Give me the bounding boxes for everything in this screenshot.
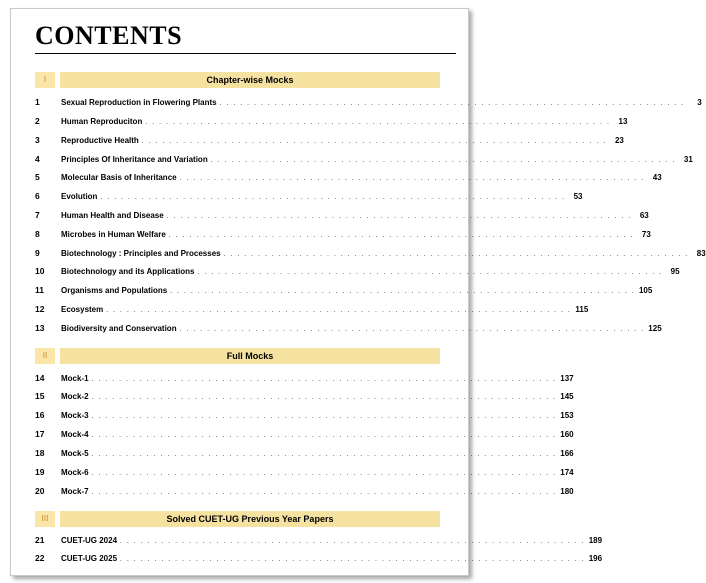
section-title: Full Mocks xyxy=(60,348,440,364)
entry-title: Principles Of Inheritance and Variation xyxy=(61,155,208,164)
entry-title: Biotechnology and its Applications xyxy=(61,267,195,276)
entry-page-number: 160 xyxy=(560,430,574,439)
entry-page-number: 53 xyxy=(573,192,583,201)
entry-title: Reproductive Health xyxy=(61,136,139,145)
entry-number: 5 xyxy=(35,172,40,182)
section-number: III xyxy=(35,511,55,527)
entry-title: Human Health and Disease xyxy=(61,211,164,220)
toc-entry[interactable] xyxy=(35,265,680,277)
dot-leader: . . . . . . . . . . . . . . . . . . . . . . . . . . . . . . . . . . . . . . . . . . . . . . . . . . . . . . . . . . . . . . . . . . . . xyxy=(223,251,689,258)
title-divider xyxy=(35,53,456,54)
toc-entry[interactable] xyxy=(35,96,702,108)
entry-page-number: 189 xyxy=(588,536,603,545)
entry-title: Ecosystem xyxy=(61,305,104,314)
entry-page-number: 31 xyxy=(683,155,693,164)
dot-leader: . . . . . . . . . . . . . . . . . . . . . . . . . . . . . . . . . . . . . . . . . . . . . . . . . . . . . . . . . . . . . . . . . . . . xyxy=(168,232,634,239)
entry-number: 2 xyxy=(35,116,40,126)
entry-page-number: 153 xyxy=(560,411,574,420)
entry-page-number: 3 xyxy=(697,98,702,107)
dot-leader: . . . . . . . . . . . . . . . . . . . . . . . . . . . . . . . . . . . . . . . . . . . . . . . . . . . . . . . . . . . . . . . . . . . . xyxy=(91,376,557,383)
entry-title: Mock-6 xyxy=(61,468,89,477)
entry-title: CUET-UG 2024 xyxy=(61,536,118,545)
entry-page-number: 137 xyxy=(560,374,574,383)
dot-leader: . . . . . . . . . . . . . . . . . . . . . . . . . . . . . . . . . . . . . . . . . . . . . . . . . . . . . . . . . . . . . . . . . . . . xyxy=(145,119,611,126)
entry-number: 18 xyxy=(35,448,45,458)
toc-entry[interactable] xyxy=(35,153,693,165)
entry-title: Sexual Reproduction in Flowering Plants xyxy=(61,98,217,107)
entry-title: Mock-7 xyxy=(61,487,89,496)
dot-leader: . . . . . . . . . . . . . . . . . . . . . . . . . . . . . . . . . . . . . . . . . . . . . . . . . . . . . . . . . . . . . . . . . . . . xyxy=(170,288,636,295)
toc-entry[interactable] xyxy=(35,171,662,183)
toc-entry[interactable] xyxy=(35,390,574,402)
entry-page-number: 73 xyxy=(641,230,651,239)
dot-leader: . . . . . . . . . . . . . . . . . . . . . . . . . . . . . . . . . . . . . . . . . . . . . . . . . . . . . . . . . . . . . . . . . . . . xyxy=(120,556,586,563)
entry-number: 20 xyxy=(35,486,45,496)
entry-title: Evolution xyxy=(61,192,98,201)
entry-page-number: 95 xyxy=(670,267,680,276)
entry-page-number: 196 xyxy=(588,554,603,563)
section-header-1 xyxy=(35,72,440,88)
entry-title: Organisms and Populations xyxy=(61,286,168,295)
entry-page-number: 145 xyxy=(560,392,574,401)
toc-entry[interactable] xyxy=(35,372,574,384)
entry-title: Biotechnology : Principles and Processes xyxy=(61,249,221,258)
dot-leader: . . . . . . . . . . . . . . . . . . . . . . . . . . . . . . . . . . . . . . . . . . . . . . . . . . . . . . . . . . . . . . . . . . . . xyxy=(179,175,645,182)
dot-leader: . . . . . . . . . . . . . . . . . . . . . . . . . . . . . . . . . . . . . . . . . . . . . . . . . . . . . . . . . . . . . . . . . . . . xyxy=(120,538,586,545)
entry-title: CUET-UG 2025 xyxy=(61,554,118,563)
entry-page-number: 115 xyxy=(575,305,589,314)
toc-entry[interactable] xyxy=(35,485,574,497)
dot-leader: . . . . . . . . . . . . . . . . . . . . . . . . . . . . . . . . . . . . . . . . . . . . . . . . . . . . . . . . . . . . . . . . . . . . xyxy=(197,269,663,276)
section-title: Chapter-wise Mocks xyxy=(60,72,440,88)
entry-number: 19 xyxy=(35,467,45,477)
toc-entry[interactable] xyxy=(35,228,651,240)
entry-number: 22 xyxy=(35,553,45,563)
entry-number: 17 xyxy=(35,429,45,439)
entry-title: Mock-2 xyxy=(61,392,89,401)
entry-title: Microbes in Human Welfare xyxy=(61,230,166,239)
dot-leader: . . . . . . . . . . . . . . . . . . . . . . . . . . . . . . . . . . . . . . . . . . . . . . . . . . . . . . . . . . . . . . . . . . . . xyxy=(166,213,632,220)
dot-leader: . . . . . . . . . . . . . . . . . . . . . . . . . . . . . . . . . . . . . . . . . . . . . . . . . . . . . . . . . . . . . . . . . . . . xyxy=(91,394,557,401)
entry-number: 13 xyxy=(35,323,45,333)
entry-page-number: 166 xyxy=(560,449,574,458)
entry-page-number: 23 xyxy=(614,136,624,145)
toc-entry[interactable] xyxy=(35,552,603,564)
contents-page xyxy=(10,8,706,576)
entry-page-number: 105 xyxy=(638,286,653,295)
entry-page-number: 13 xyxy=(618,117,628,126)
entry-page-number: 43 xyxy=(652,173,662,182)
toc-entry[interactable] xyxy=(35,115,628,127)
toc-entry[interactable] xyxy=(35,209,649,221)
entry-title: Mock-1 xyxy=(61,374,89,383)
toc-entry[interactable] xyxy=(35,447,574,459)
dot-leader: . . . . . . . . . . . . . . . . . . . . . . . . . . . . . . . . . . . . . . . . . . . . . . . . . . . . . . . . . . . . . . . . . . . . xyxy=(179,326,645,333)
toc-entry[interactable] xyxy=(35,190,583,202)
dot-leader: . . . . . . . . . . . . . . . . . . . . . . . . . . . . . . . . . . . . . . . . . . . . . . . . . . . . . . . . . . . . . . . . . . . . xyxy=(91,432,557,439)
entry-number: 11 xyxy=(35,285,44,295)
entry-number: 1 xyxy=(35,97,40,107)
entry-number: 7 xyxy=(35,210,40,220)
section-number: II xyxy=(35,348,55,364)
toc-entry[interactable] xyxy=(35,322,662,334)
entry-number: 8 xyxy=(35,229,40,239)
entry-title: Biodiversity and Conservation xyxy=(61,324,177,333)
entry-number: 14 xyxy=(35,373,45,383)
section-header-3 xyxy=(35,511,440,527)
dot-leader: . . . . . . . . . . . . . . . . . . . . . . . . . . . . . . . . . . . . . . . . . . . . . . . . . . . . . . . . . . . . . . . . . . . . xyxy=(91,470,557,477)
entry-number: 6 xyxy=(35,191,40,201)
section-header-2 xyxy=(35,348,440,364)
dot-leader: . . . . . . . . . . . . . . . . . . . . . . . . . . . . . . . . . . . . . . . . . . . . . . . . . . . . . . . . . . . . . . . . . . . . xyxy=(219,100,685,107)
dot-leader: . . . . . . . . . . . . . . . . . . . . . . . . . . . . . . . . . . . . . . . . . . . . . . . . . . . . . . . . . . . . . . . . . . . . xyxy=(210,157,676,164)
dot-leader: . . . . . . . . . . . . . . . . . . . . . . . . . . . . . . . . . . . . . . . . . . . . . . . . . . . . . . . . . . . . . . . . . . . . xyxy=(91,413,557,420)
section-number: I xyxy=(35,72,55,88)
entry-number: 21 xyxy=(35,535,45,545)
entry-title: Mock-4 xyxy=(61,430,89,439)
entry-title: Mock-3 xyxy=(61,411,89,420)
entry-number: 9 xyxy=(35,248,40,258)
toc-entry[interactable] xyxy=(35,284,653,296)
entry-number: 15 xyxy=(35,391,45,401)
page-title: CONTENTS xyxy=(35,21,183,50)
section-title: Solved CUET-UG Previous Year Papers xyxy=(60,511,440,527)
entry-page-number: 125 xyxy=(648,324,662,333)
entry-number: 3 xyxy=(35,135,40,145)
dot-leader: . . . . . . . . . . . . . . . . . . . . . . . . . . . . . . . . . . . . . . . . . . . . . . . . . . . . . . . . . . . . . . . . . . . . xyxy=(141,138,607,145)
entry-page-number: 63 xyxy=(639,211,649,220)
toc-entry[interactable] xyxy=(35,134,624,146)
entry-number: 16 xyxy=(35,410,45,420)
entry-title: Mock-5 xyxy=(61,449,89,458)
dot-leader: . . . . . . . . . . . . . . . . . . . . . . . . . . . . . . . . . . . . . . . . . . . . . . . . . . . . . . . . . . . . . . . . . . . . xyxy=(91,451,557,458)
entry-page-number: 180 xyxy=(560,487,574,496)
toc-entry[interactable] xyxy=(35,428,574,440)
toc-entry[interactable] xyxy=(35,247,706,259)
dot-leader: . . . . . . . . . . . . . . . . . . . . . . . . . . . . . . . . . . . . . . . . . . . . . . . . . . . . . . . . . . . . . . . . . . . . xyxy=(106,307,572,314)
entry-page-number: 83 xyxy=(696,249,706,258)
toc-entry[interactable] xyxy=(35,466,574,478)
dot-leader: . . . . . . . . . . . . . . . . . . . . . . . . . . . . . . . . . . . . . . . . . . . . . . . . . . . . . . . . . . . . . . . . . . . . xyxy=(100,194,566,201)
dot-leader: . . . . . . . . . . . . . . . . . . . . . . . . . . . . . . . . . . . . . . . . . . . . . . . . . . . . . . . . . . . . . . . . . . . . xyxy=(91,489,557,496)
entry-title: Molecular Basis of Inheritance xyxy=(61,173,177,182)
entry-number: 10 xyxy=(35,266,45,276)
toc-entry[interactable] xyxy=(35,303,589,315)
entry-number: 12 xyxy=(35,304,45,314)
entry-number: 4 xyxy=(35,154,40,164)
toc-entry[interactable] xyxy=(35,409,574,421)
toc-entry[interactable] xyxy=(35,534,603,546)
entry-page-number: 174 xyxy=(560,468,574,477)
entry-title: Human Reproduciton xyxy=(61,117,143,126)
